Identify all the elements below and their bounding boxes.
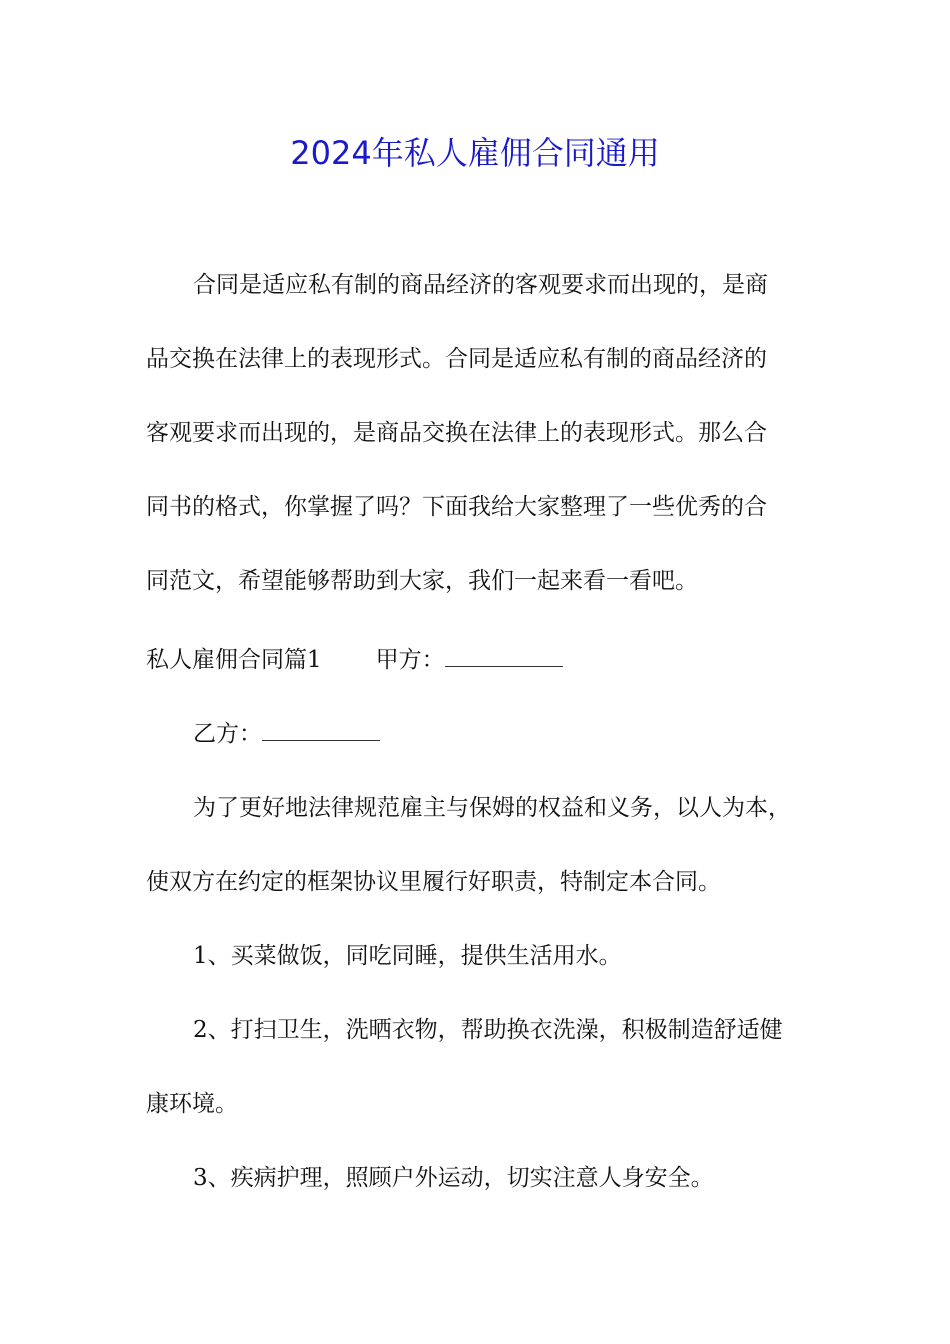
- purpose-line-1: 为了更好地法律规范雇主与保姆的权益和义务，以人为本，: [193, 795, 791, 821]
- party-b-row: [193, 714, 380, 754]
- duty-item-3: 3、疾病护理，照顾户外运动，切实注意人身安全。: [193, 1165, 714, 1191]
- duty-item-2-continued: 康环境。: [146, 1091, 238, 1117]
- duty-item-1: 1、买菜做饭，同吃同睡，提供生活用水。: [193, 943, 622, 969]
- purpose-line-2: 使双方在约定的框架协议里履行好职责，特制定本合同。: [146, 869, 721, 895]
- document-title: 2024年私人雇佣合同通用: [290, 134, 660, 172]
- party-a-row: [146, 640, 563, 680]
- party-b-blank-line: [262, 714, 380, 741]
- intro-line-3: 客观要求而出现的，是商品交换在法律上的表现形式。那么合: [146, 420, 767, 446]
- party-b-label: 乙方：: [193, 721, 262, 747]
- intro-line-1: 合同是适应私有制的商品经济的客观要求而出现的，是商: [193, 272, 768, 298]
- party-a-label: 甲方：: [375, 647, 445, 673]
- intro-line-2: 品交换在法律上的表现形式。合同是适应私有制的商品经济的: [146, 346, 767, 372]
- intro-line-4: 同书的格式，你掌握了吗？下面我给大家整理了一些优秀的合: [146, 494, 767, 520]
- party-a-blank-line: [445, 640, 563, 667]
- section-heading: 私人雇佣合同篇1: [146, 647, 322, 673]
- intro-line-5: 同范文，希望能够帮助到大家，我们一起来看一看吧。: [146, 568, 698, 594]
- duty-item-2: 2、打扫卫生，洗晒衣物，帮助换衣洗澡，积极制造舒适健: [193, 1017, 783, 1043]
